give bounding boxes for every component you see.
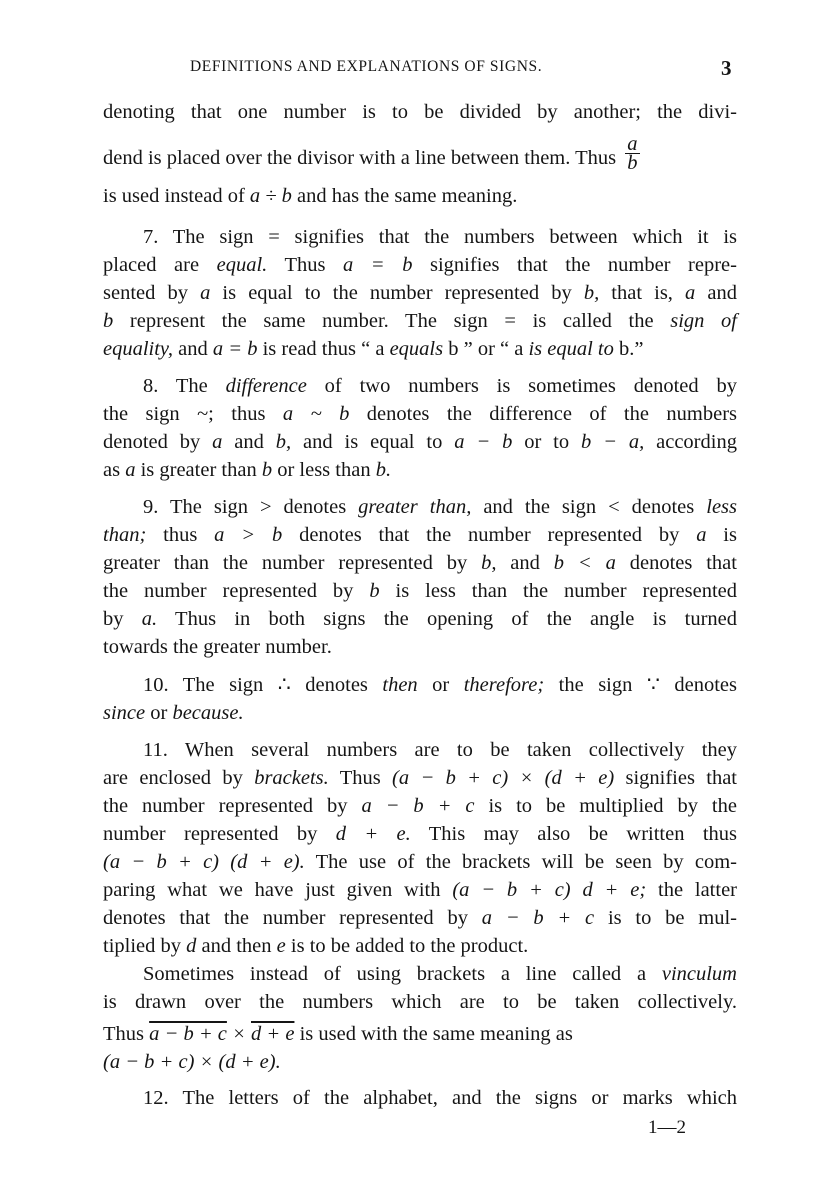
text-run: paring what we have just given with — [103, 879, 453, 901]
text-run: sented by — [103, 282, 201, 304]
text-run: the number represented by — [103, 580, 370, 602]
text-run: and has the same meaning. — [291, 185, 518, 207]
text-run: represent the same number. The sign = is called the — [113, 310, 671, 332]
text-line — [103, 821, 737, 847]
emphasis: sign of — [670, 310, 738, 332]
math: b — [261, 459, 273, 481]
running-head: DEFINITIONS AND EXPLANATIONS OF SIGNS. — [190, 58, 543, 75]
text-line — [103, 336, 737, 362]
text-run: and — [695, 282, 737, 304]
math: a > b — [214, 524, 283, 546]
text-run: and — [222, 431, 276, 453]
text-run: or — [417, 674, 464, 696]
text-line — [103, 522, 737, 548]
math: a. — [141, 608, 158, 630]
section-9-line — [143, 494, 737, 520]
text-run: or to — [512, 431, 582, 453]
vinculum-expression: d + e — [251, 1023, 295, 1045]
text-run: denoted by — [103, 431, 213, 453]
text-run: the number represented by — [103, 795, 362, 817]
section-11-line: 11. When several numbers are to be taken collectively they — [143, 739, 737, 761]
text-run: or — [145, 702, 173, 724]
text-run: denotes that — [615, 552, 737, 574]
math: a − b + c — [481, 907, 595, 929]
math: b — [369, 580, 380, 602]
math: b. — [375, 459, 392, 481]
text-run: denotes that the number represented by — [282, 524, 697, 546]
text-run: is less than the number represented — [379, 580, 737, 602]
text-line — [103, 183, 737, 209]
emphasis: since — [103, 702, 146, 724]
text-run: signifies that — [614, 767, 737, 789]
text-run: the sign ∵ denotes — [544, 674, 738, 696]
text-run: 9. The sign > denotes — [143, 496, 359, 518]
text-line — [103, 133, 737, 178]
emphasis: therefore; — [463, 674, 545, 696]
math: a — [125, 459, 136, 481]
text-line — [103, 550, 737, 576]
text-run: that is, — [599, 282, 686, 304]
text-line — [103, 793, 737, 819]
text-run: number represented by — [103, 823, 336, 845]
math: × — [226, 1023, 251, 1045]
text-run: is equal to the number represented by — [210, 282, 584, 304]
text-run: the sign ~; thus — [103, 403, 283, 425]
emphasis: equal. — [216, 254, 268, 276]
math: b, — [275, 431, 292, 453]
section-8-line — [143, 373, 737, 399]
text-run: The use of the brackets will be seen by com- — [304, 851, 737, 873]
text-line — [103, 765, 737, 791]
text-line — [103, 1021, 737, 1047]
math: b − a, — [581, 431, 645, 453]
text-run: denotes that the number represented by — [103, 907, 482, 929]
text-line: is drawn over the numbers which are to be taken collectively. — [103, 991, 737, 1013]
emphasis: greater than, — [358, 496, 472, 518]
math: a ~ b — [282, 403, 350, 425]
math: b < a — [553, 552, 616, 574]
math: d — [186, 935, 197, 957]
math: d + e. — [335, 823, 411, 845]
text-line — [103, 280, 737, 306]
math: a = b — [212, 338, 258, 360]
text-run: of two numbers is sometimes denoted by — [306, 375, 737, 397]
text-run: signifies that the number repre- — [412, 254, 737, 276]
text-run: is to be added to the product. — [285, 935, 529, 957]
text-line: denoting that one number is to be divided by another; the divi- — [103, 101, 737, 123]
math: a ÷ b — [249, 185, 292, 207]
math: a — [200, 282, 211, 304]
emphasis: because. — [172, 702, 244, 724]
text-run: is to be multiplied by the — [474, 795, 737, 817]
text-run: 10. The sign ∴ denotes — [143, 674, 383, 696]
text-run: and the sign < denotes — [471, 496, 707, 518]
text-line — [103, 877, 737, 903]
emphasis: equals — [389, 338, 444, 360]
emphasis: equality, — [103, 338, 174, 360]
text-run: according — [644, 431, 737, 453]
text-run: as — [103, 459, 126, 481]
section-7-line: 7. The sign = signifies that the numbers between which it is — [143, 226, 737, 248]
text-run: the latter — [646, 879, 737, 901]
text-run: and then — [196, 935, 277, 957]
text-run: or less than — [272, 459, 376, 481]
emphasis: difference — [225, 375, 307, 397]
math: (a − b + c) × (d + e). — [103, 1051, 281, 1073]
emphasis: than; — [103, 524, 147, 546]
text-run: b ” or “ a — [443, 338, 529, 360]
math: (a − b + c) d + e; — [452, 879, 647, 901]
text-run: Thus — [267, 254, 344, 276]
emphasis: vinculum — [661, 963, 737, 985]
text-run: greater than the number represented by — [103, 552, 482, 574]
text-line: towards the greater number. — [103, 636, 332, 658]
text-run: is greater than — [135, 459, 262, 481]
math: b, — [583, 282, 600, 304]
vinculum-expression: a − b + c — [149, 1023, 227, 1045]
section-12-line: 12. The letters of the alphabet, and the signs or marks which — [143, 1087, 737, 1109]
text-run: This may also be written thus — [410, 823, 738, 845]
text-line — [103, 933, 737, 959]
text-run: b.” — [613, 338, 644, 360]
text-line — [103, 578, 737, 604]
text-line — [103, 457, 737, 483]
emphasis: then — [382, 674, 418, 696]
text-run: and — [173, 338, 213, 360]
text-run: Thus — [328, 767, 393, 789]
text-line — [103, 905, 737, 931]
text-run: 8. The — [143, 375, 226, 397]
section-10-line — [143, 672, 737, 698]
text-run: is used with the same meaning as — [294, 1023, 573, 1045]
math: e — [276, 935, 286, 957]
text-line — [103, 252, 737, 278]
math: a — [685, 282, 696, 304]
text-run: are enclosed by — [103, 767, 255, 789]
math: a — [212, 431, 223, 453]
math: b, — [481, 552, 497, 574]
text-line — [103, 1049, 737, 1075]
vinculum-line — [143, 961, 737, 987]
text-run: is to be mul- — [594, 907, 737, 929]
text-run: and — [496, 552, 554, 574]
text-run: tiplied by — [103, 935, 187, 957]
numerator: a — [627, 133, 638, 155]
fraction — [625, 135, 639, 172]
text-line — [103, 401, 737, 427]
text-line — [103, 429, 737, 455]
math: a — [696, 524, 707, 546]
math: a − b + c — [361, 795, 475, 817]
text-line — [103, 308, 737, 334]
text-run: is — [706, 524, 737, 546]
text-run: thus — [146, 524, 215, 546]
denominator: b — [627, 152, 638, 174]
text-run: is used instead of — [103, 185, 250, 207]
text-run: and is equal to — [291, 431, 455, 453]
emphasis: is equal to — [528, 338, 614, 360]
math: a = b — [343, 254, 413, 276]
emphasis: less — [706, 496, 737, 518]
text-line — [103, 606, 737, 632]
text-run: denotes the difference of the numbers — [349, 403, 737, 425]
text-line — [103, 700, 737, 726]
math: a − b — [454, 431, 513, 453]
text-run: dend is placed over the divisor with a line between them. Thus — [103, 147, 617, 170]
text-run: placed are — [103, 254, 217, 276]
signature-mark: 1—2 — [648, 1117, 686, 1138]
text-line — [103, 849, 737, 875]
text-run: is read thus “ a — [257, 338, 390, 360]
math: (a − b + c) (d + e). — [103, 851, 305, 873]
math: (a − b + c) × (d + e) — [392, 767, 615, 789]
text-run: Thus — [103, 1023, 150, 1045]
text-run: Thus in both signs the opening of the angle is turned — [157, 608, 737, 630]
page-number: 3 — [721, 56, 732, 80]
text-run: by — [103, 608, 142, 630]
text-run: Sometimes instead of using brackets a line called a — [143, 963, 662, 985]
math: b — [103, 310, 114, 332]
emphasis: brackets. — [254, 767, 329, 789]
